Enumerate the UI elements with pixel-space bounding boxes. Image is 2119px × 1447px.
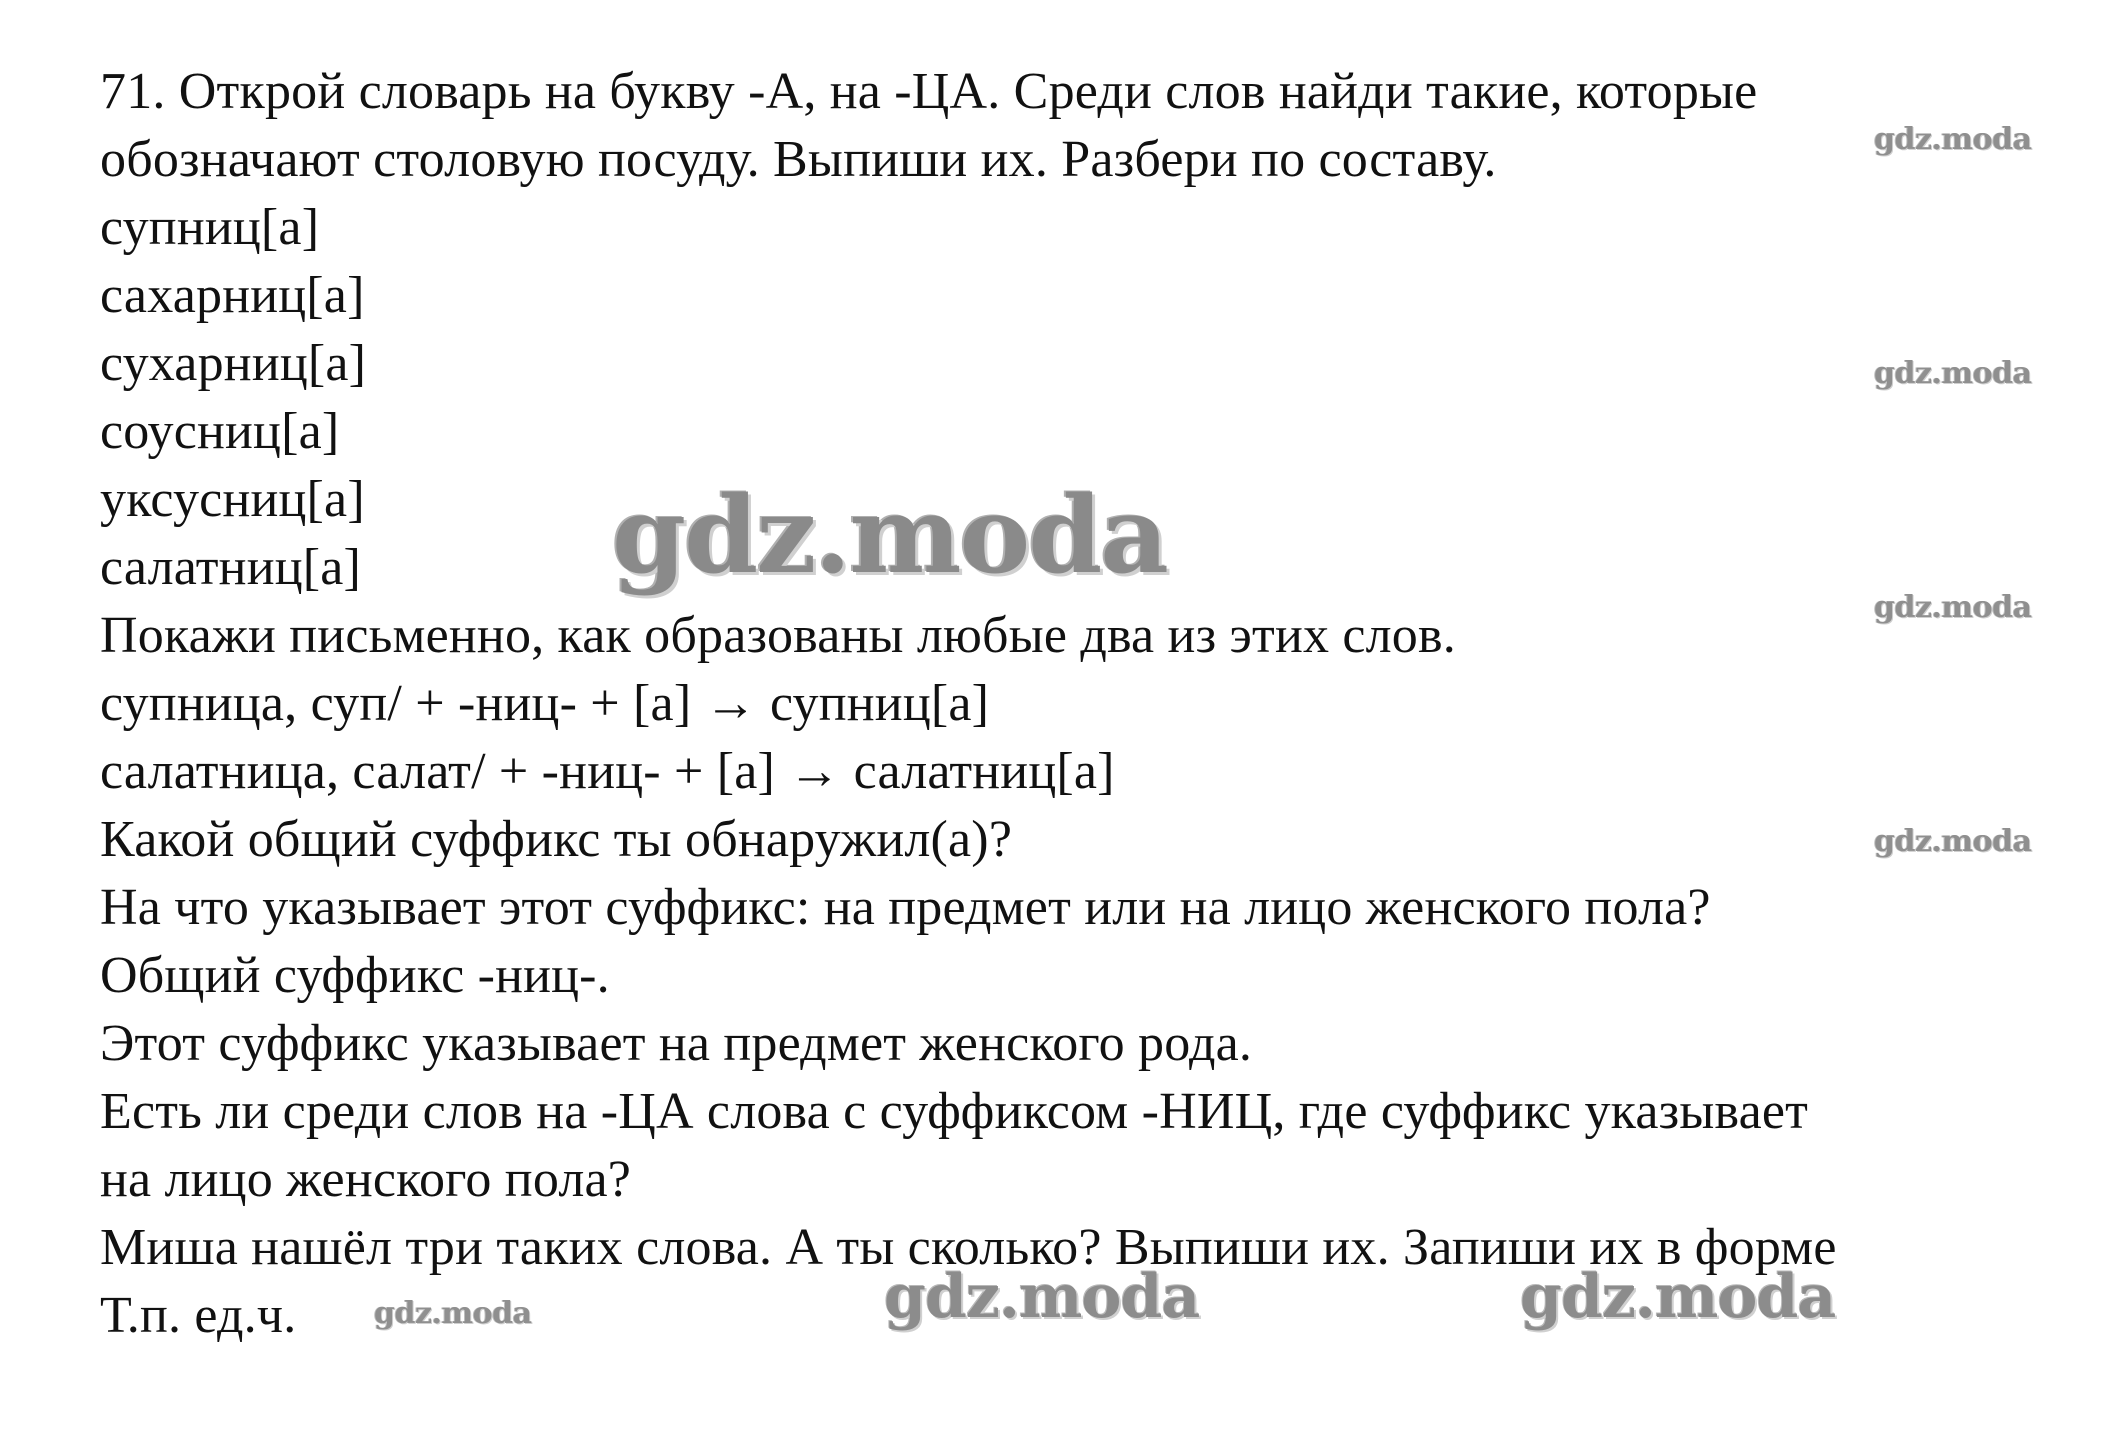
text-line: На что указывает этот суффикс: на предмет или на лицо женского пола? [100, 879, 1711, 936]
watermark: gdz.moda [1874, 824, 2032, 859]
watermark: gdz.moda [374, 1296, 532, 1331]
watermark: gdz.moda [1874, 590, 2032, 625]
text-line: супниц[а] [100, 199, 320, 256]
text-line: супница, суп/ + -ниц- + [а] → супниц[а] [100, 675, 990, 732]
text-line: Этот суффикс указывает на предмет женского рода. [100, 1015, 1253, 1072]
watermark-large: gdz.moda [612, 472, 1167, 597]
text-line: сухарниц[а] [100, 335, 367, 392]
document-text [100, 58, 2060, 1350]
text-line: сахарниц[а] [100, 267, 365, 324]
watermark: gdz.moda [884, 1262, 1200, 1332]
text-line: салатница, салат/ + -ниц- + [а] → салатниц[а] [100, 743, 1115, 800]
text-line: Покажи письменно, как образованы любые два из этих слов. [100, 607, 1456, 664]
watermark: gdz.moda [1874, 356, 2032, 391]
text-line: 71. Открой словарь на букву -А, на -ЦА. Среди слов найди такие, которые [100, 63, 1758, 120]
text-line: Миша нашёл три таких слова. А ты сколько? Выпиши их. Запиши их в форме [100, 1219, 1837, 1276]
text-line: салатниц[а] [100, 539, 362, 596]
text-line: соусниц[а] [100, 403, 340, 460]
text-line: Общий суффикс -ниц-. [100, 947, 610, 1004]
text-line: на лицо женского пола? [100, 1151, 632, 1208]
watermark: gdz.moda [1874, 122, 2032, 157]
text-line: Есть ли среди слов на -ЦА слова с суффиксом -НИЦ, где суффикс указывает [100, 1083, 1809, 1140]
text-line: Какой общий суффикс ты обнаружил(а)? [100, 811, 1013, 868]
text-line: Т.п. ед.ч. [100, 1287, 297, 1344]
text-line: обозначают столовую посуду. Выпиши их. Разбери по составу. [100, 131, 1497, 188]
watermark: gdz.moda [1520, 1262, 1836, 1332]
text-line: уксусниц[а] [100, 471, 365, 528]
